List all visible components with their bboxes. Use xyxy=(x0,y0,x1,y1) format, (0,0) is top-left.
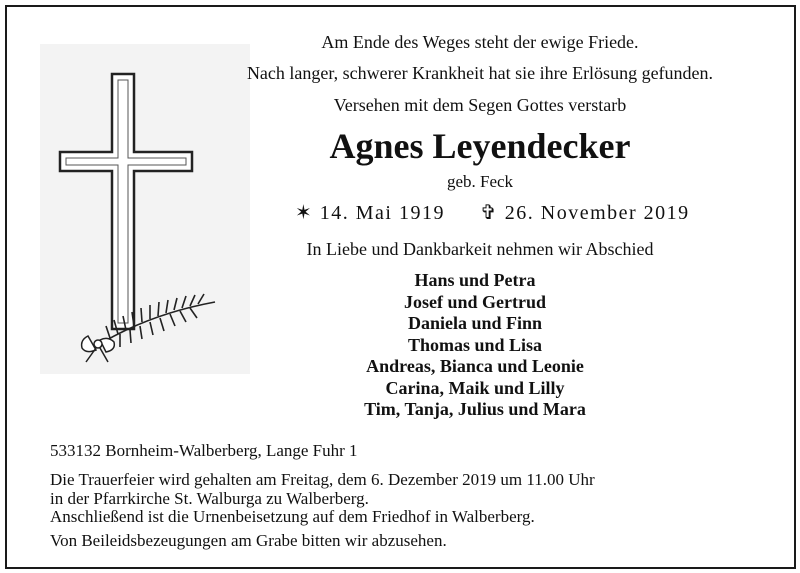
opening-verse: Am Ende des Weges steht der ewige Friede. xyxy=(321,32,639,52)
mourner-entry: Tim, Tanja, Julius und Mara xyxy=(364,399,586,419)
birth-name: geb. Feck xyxy=(446,172,514,191)
blessing-line: Versehen mit dem Segen Gottes verstarb xyxy=(333,95,627,115)
illness-note: Nach langer, schwerer Krankheit hat sie ihre Erlösung gefunden. xyxy=(246,63,714,83)
farewell-line: In Liebe und Dankbarkeit nehmen wir Abschied xyxy=(306,239,654,259)
deceased-name: Agnes Leyendecker xyxy=(329,126,631,166)
death-date: 26. November 2019 xyxy=(504,202,690,224)
cross-icon xyxy=(60,74,192,329)
birth-date: 14. Mai 1919 xyxy=(319,202,445,224)
ribbon-bow-icon xyxy=(82,336,115,362)
mourner-entry: Daniela und Finn xyxy=(407,313,543,333)
mourners-list xyxy=(300,270,650,421)
notice-line: Von Beileidsbezeugungen am Grabe bitten wir abzusehen. xyxy=(50,530,447,550)
mourner-entry: Andreas, Bianca und Leonie xyxy=(366,356,584,376)
life-dates xyxy=(295,201,690,225)
service-notice xyxy=(50,471,595,550)
death-cross-icon: ✞ xyxy=(479,202,499,224)
mourner-entry: Hans und Petra xyxy=(414,270,536,290)
notice-line: in der Pfarrkirche St. Walburga zu Walberberg. xyxy=(50,488,369,508)
family-address: 533132 Bornheim-Walberberg, Lange Fuhr 1 xyxy=(50,441,358,460)
mourner-entry: Josef und Gertrud xyxy=(403,291,546,312)
notice-line: Anschließend ist die Urnenbeisetzung auf dem Friedhof in Walberberg. xyxy=(50,507,535,526)
birth-star-icon: ✶ xyxy=(295,202,314,224)
mourner-entry: Thomas und Lisa xyxy=(407,334,543,355)
mourner-entry: Carina, Maik und Lilly xyxy=(385,377,565,398)
notice-line: Die Trauerfeier wird gehalten am Freitag, dem 6. Dezember 2019 um 11.00 Uhr xyxy=(50,470,595,489)
